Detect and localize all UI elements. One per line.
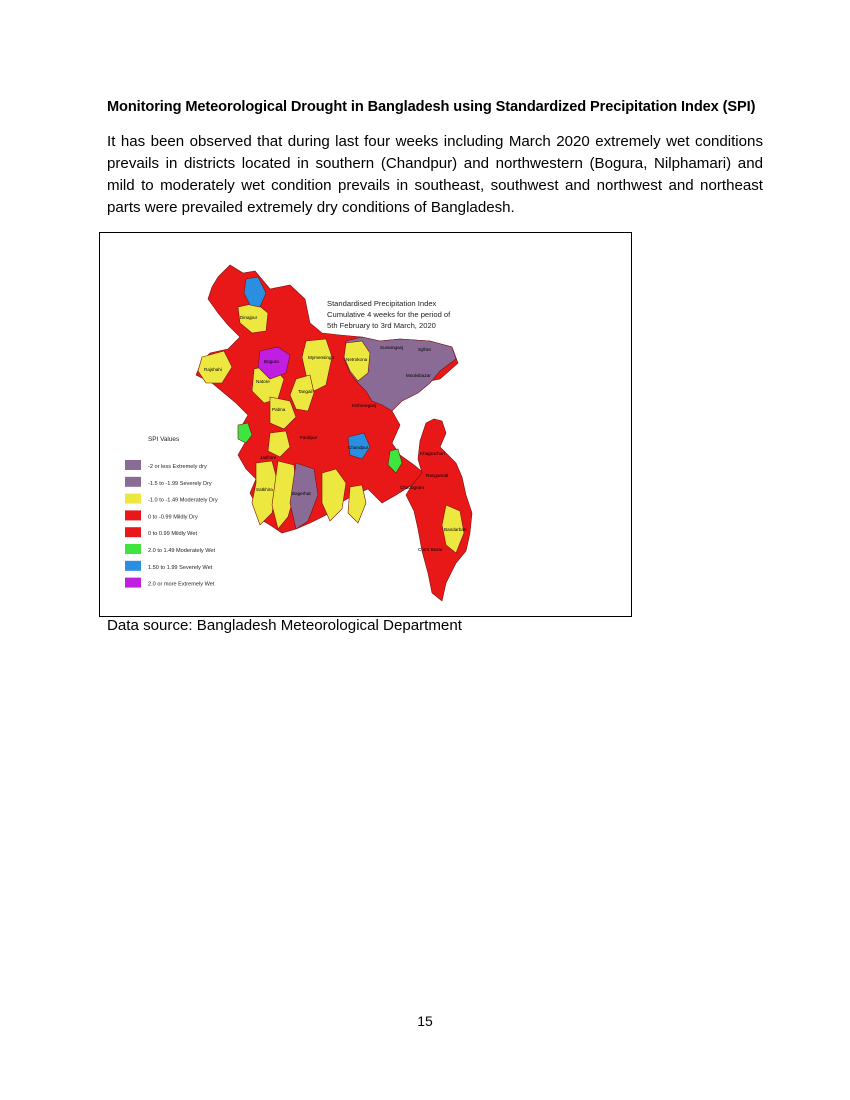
label-moulvibazar: Moulvibazar (406, 373, 431, 378)
label-jashore: Jashore (260, 455, 277, 460)
map-legend (125, 436, 218, 588)
label-netrokona: Netrokona (346, 357, 368, 362)
legend-swatch (125, 578, 141, 588)
label-kishoreganj: Kishoreganj (352, 403, 377, 408)
legend-label: -2 or less Extremely dry (148, 464, 207, 470)
label-pabna: Pabna (272, 407, 286, 412)
figure-caption: Data source: Bangladesh Meteorological Department (107, 617, 462, 634)
region-bhola (348, 485, 366, 523)
label-mymensingh: Mymensingh (308, 355, 335, 360)
map-title-line2: Cumulative 4 weeks for the period of (327, 310, 451, 319)
map-title-line1: Standardised Precipitation Index (327, 299, 437, 308)
label-satkhira: Satkhira (256, 487, 273, 492)
legend-title: SPI Values (148, 436, 180, 443)
legend-swatch (125, 510, 141, 520)
legend-swatch (125, 494, 141, 504)
label-chandpur: Chandpur (348, 445, 369, 450)
legend-label: 1.50 to 1.99 Severely Wet (148, 564, 213, 571)
legend-label: -1.5 to -1.99 Severely Dry (148, 480, 212, 487)
label-sylhet: Sylhet (418, 347, 431, 352)
legend-label: 0 to -0.99 Mildly Dry (148, 514, 198, 521)
label-faridpur: Faridpur (300, 435, 318, 440)
map-title-line3: 5th February to 3rd March, 2020 (327, 321, 436, 330)
label-chattogram: Chattogram (400, 485, 425, 490)
legend-swatch (125, 477, 141, 487)
legend-label: 2.0 or more Extremely Wet (148, 581, 215, 588)
page-number: 15 (417, 1013, 433, 1029)
legend-label: 2.0 to 1.49 Moderately Wet (148, 548, 216, 554)
label-natore: Natore (256, 379, 270, 384)
legend-swatch (125, 544, 141, 554)
map-southeast (406, 419, 472, 601)
label-bagerhat: Bagerhat (292, 491, 311, 496)
label-khagrachari: Khagrachari (420, 451, 445, 456)
legend-swatch (125, 561, 141, 571)
label-bogura: Bogura (264, 359, 279, 364)
legend-label: -1.0 to -1.49 Moderately Dry (148, 497, 218, 504)
legend-label: 0 to 0.99 Mildly Wet (148, 531, 198, 538)
map-title (327, 299, 451, 330)
label-sunamganj: Sunamganj (380, 345, 404, 350)
label-dinajpur: Dinajpur (240, 315, 258, 320)
spi-map-figure (99, 232, 632, 617)
label-rajshahi: Rajshahi (204, 367, 222, 372)
label-coxs-bazar: Cox's Bazar (418, 547, 443, 552)
body-paragraph: It has been observed that during last four weeks including March 2020 extremely wet conditions prevails in districts located in southern (Chandpur) and northwestern (Bogura, Nilphamari) and mild to moderately wet condition prevails in southeast, southwest and northwest and northeast parts were prevailed extremely dry conditions of Bangladesh. (107, 133, 763, 216)
spi-map (100, 233, 631, 616)
label-bandarban: Bandarban (444, 527, 467, 532)
legend-swatch (125, 460, 141, 470)
label-tangail: Tangail (298, 389, 313, 394)
label-rangamati: Rangamati (426, 473, 449, 478)
page-heading: Monitoring Meteorological Drought in Bangladesh using Standardized Precipitation Index (SPI) (107, 99, 756, 115)
legend-swatch (125, 527, 141, 537)
